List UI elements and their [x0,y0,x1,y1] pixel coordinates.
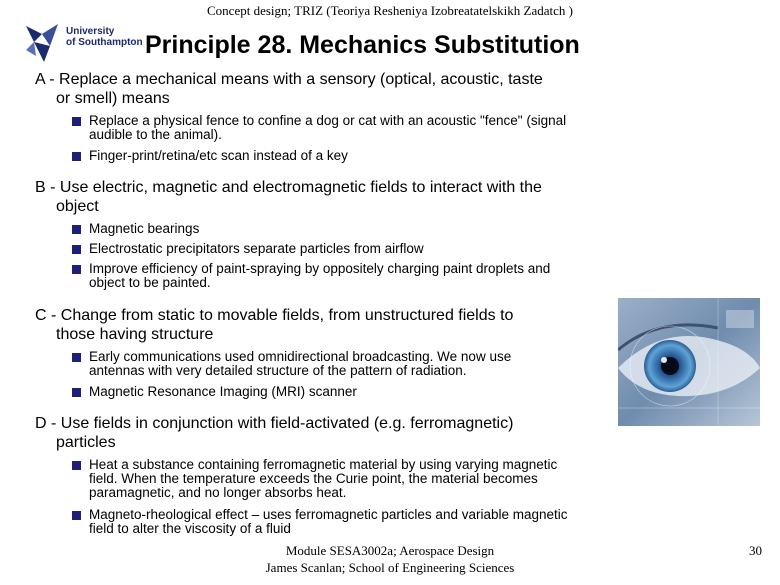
bullet-item: Magnetic Resonance Imaging (MRI) scanner [72,385,672,399]
bullet-item: Magnetic bearings [72,222,672,236]
university-logo [22,20,147,66]
section-d-heading [35,414,655,452]
bullet-item: Finger-print/retina/etc scan instead of a key [72,149,672,163]
logo-line-2: of Southampton [66,37,143,48]
course-header: Concept design; TRIZ (Teoriya Resheniya Izobreatatelskikh Zadatch ) [207,3,573,18]
section-a-heading [35,70,655,108]
bullet-item: Heat a substance containing ferromagnetic material by using varying magnetic field. When the temperature exceeds the Curie point, the material becomes paramagnetic, and no longer absorbs heat. [72,458,672,500]
bullet-item: Electrostatic precipitators separate particles from airflow [72,242,672,256]
square-bullet-icon [72,152,81,161]
square-bullet-icon [72,245,81,254]
square-bullet-icon [72,265,81,274]
section-a-heading-line-2: or smell) means [56,90,170,107]
square-bullet-icon [72,461,81,470]
bullet-item: Replace a physical fence to confine a dog or cat with an acoustic "fence" (signal audible to the animal). [72,114,672,142]
page-number: 30 [749,543,762,558]
square-bullet-icon [72,117,81,126]
section-b-heading-line-1: B - Use electric, magnetic and electromagnetic fields to interact with the [35,179,542,196]
section-b-heading-line-2: object [56,198,99,215]
section-b-heading [35,178,655,216]
section-d-heading-line-2: particles [56,434,116,451]
section-c-heading-line-1: C - Change from static to movable fields, from unstructured fields to [35,307,514,324]
square-bullet-icon [72,353,81,362]
eye-scan-image [618,298,760,426]
slide-title: Principle 28. Mechanics Substitution [145,31,580,59]
section-c-heading [35,306,655,344]
footer-module: Module SESA3002a; Aerospace Design [285,543,495,558]
footer-author: James Scanlan; School of Engineering Sciences [265,560,515,575]
square-bullet-icon [72,511,81,520]
bullet-item: Improve efficiency of paint-spraying by oppositely charging paint droplets and object to be painted. [72,262,672,290]
bullet-item: Magneto-rheological effect – uses ferromagnetic particles and variable magnetic field to alter the viscosity of a fluid [72,508,672,536]
logo-line-1: University [66,26,115,37]
bullet-item: Early communications used omnidirectional broadcasting. We now use antennas with very detailed structure of the pattern of radiation. [72,350,672,378]
square-bullet-icon [72,225,81,234]
section-d-heading-line-1: D - Use fields in conjunction with field-activated (e.g. ferromagnetic) [35,415,514,432]
section-c-heading-line-2: those having structure [56,326,214,343]
square-bullet-icon [72,388,81,397]
section-a-heading-line-1: A - Replace a mechanical means with a sensory (optical, acoustic, taste [35,71,543,88]
university-crest-icon [22,20,62,66]
